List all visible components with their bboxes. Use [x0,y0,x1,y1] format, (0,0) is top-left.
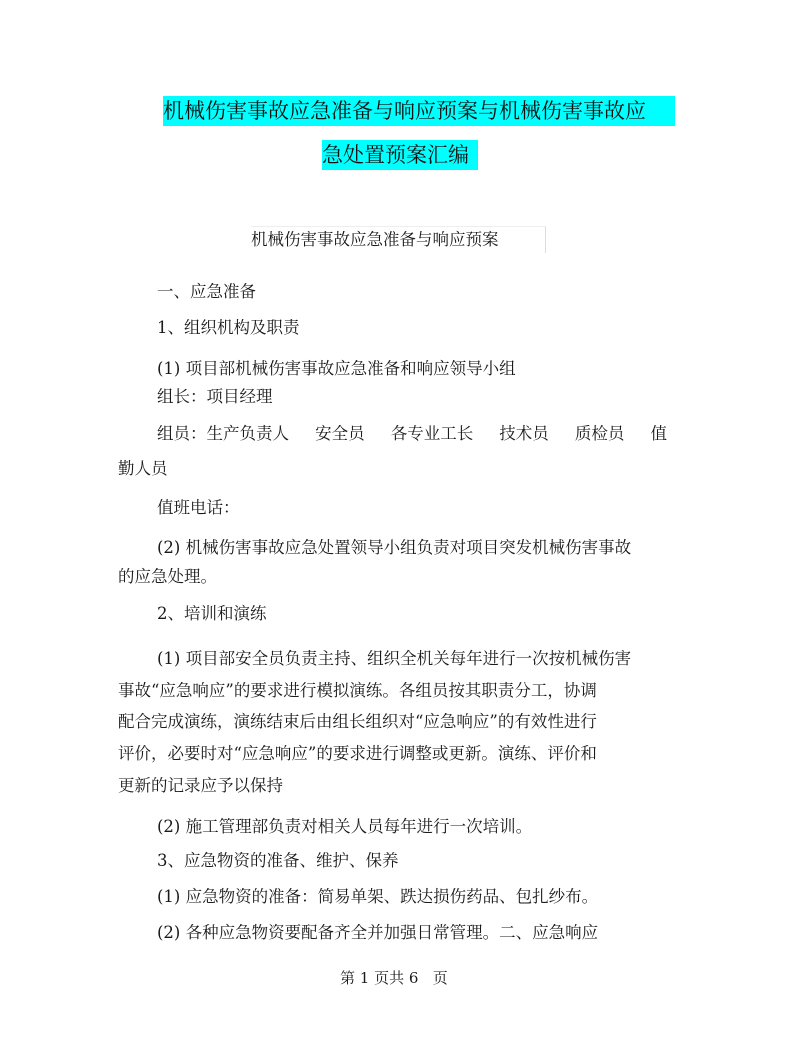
training-1-line-5: 更新的记录应予以保持 [118,776,283,795]
group-leader: 组长：项目经理 [157,387,273,406]
member-safety: 安全员 [315,424,365,443]
supplies-2: (2) 各种应急物资要配备齐全并加强日常管理。二、应急响应 [157,923,599,942]
supplies-1: (1) 应急物资的准备：简易单架、跌达损伤药品、包扎纱布。 [157,887,599,906]
member-quality: 质检员 [574,424,625,443]
subsection-supplies: 3、应急物资的准备、维护、保养 [157,851,399,870]
title-line-1: 机械伤害事故应急准备与响应预案与机械伤害事故应 [163,96,675,126]
duty-phone: 值班电话： [157,498,240,517]
subsection-training: 2、培训和演练 [157,604,267,623]
subsection-organization: 1、组织机构及职责 [157,318,300,337]
item-2-line-1: (2) 机械伤害事故应急处置领导小组负责对项目突发机械伤害事故 [157,538,632,557]
group-members-continued: 勤人员 [118,459,168,478]
training-1-line-1: (1) 项目部安全员负责主持、组织全机关每年进行一次按机械伤害 [157,649,632,668]
training-1-line-4: 评价，必要时对“应急响应”的要求进行调整或更新。演练、评价和 [118,744,597,763]
member-foreman: 各专业工长 [390,424,474,443]
member-duty-start: 值 [650,424,667,443]
member-production: 组员：生产负责人 [157,424,289,443]
section-heading-preparation: 一、应急准备 [157,282,256,301]
training-2: (2) 施工管理部负责对相关人员每年进行一次培训。 [157,817,533,836]
member-tech: 技术员 [499,424,549,443]
training-1-line-2: 事故“应急响应”的要求进行模拟演练。各组员按其职责分工，协调 [118,681,597,700]
group-members-row [157,423,667,445]
item-2-line-2: 的应急处理。 [118,567,217,586]
item-leadership-group: (1) 项目部机械伤害事故应急准备和响应领导小组 [157,359,516,378]
title-line-2: 急处置预案汇编 [322,140,478,170]
training-1-line-3: 配合完成演练，演练结束后由组长组织对“应急响应”的有效性进行 [118,712,597,731]
page-footer: 第 1 页共 6 页 [340,969,448,987]
subtitle: 机械伤害事故应急准备与响应预案 [251,226,546,253]
